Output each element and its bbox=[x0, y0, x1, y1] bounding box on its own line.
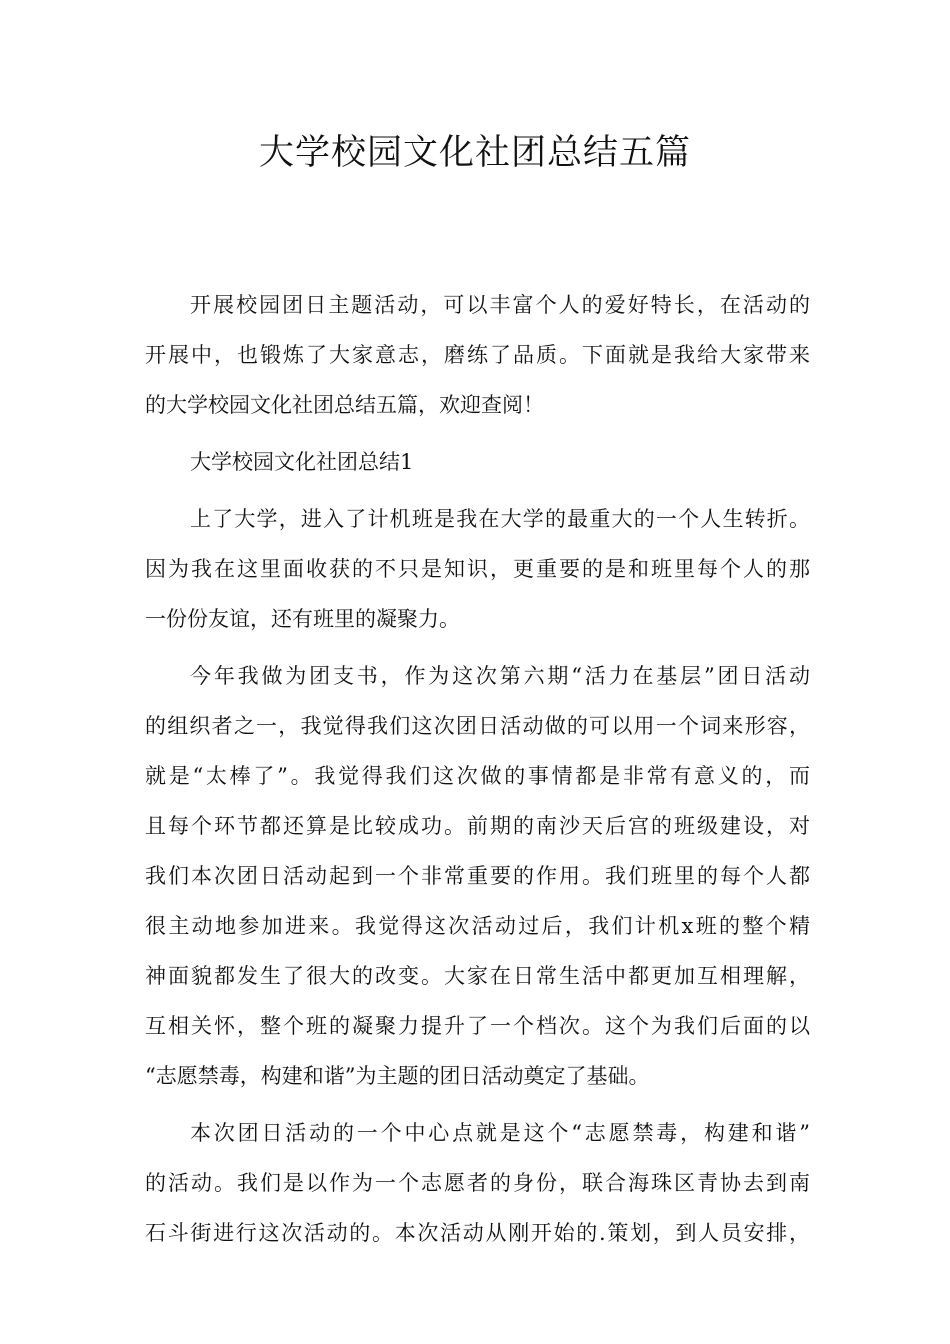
text-line: “志愿禁毒，构建和谐”为主题的团日活动奠定了基础。 bbox=[145, 1064, 650, 1088]
text-line: 开展中，也锻炼了大家意志，磨练了品质。下面就是我给大家带来 bbox=[145, 343, 810, 367]
text-line: 本次团日活动的一个中心点就是这个“志愿禁毒，构建和谐” bbox=[190, 1121, 810, 1145]
paragraph bbox=[145, 651, 810, 1101]
paragraph bbox=[145, 1108, 810, 1258]
text-line: 且每个环节都还算是比较成功。前期的南沙天后宫的班级建设，对 bbox=[145, 814, 810, 838]
section-heading bbox=[145, 437, 810, 487]
text-line: 的大学校园文化社团总结五篇，欢迎查阅！ bbox=[145, 393, 544, 417]
document-body bbox=[145, 280, 810, 1265]
text-line: 石斗街进行这次活动的。本次活动从刚开始的.策划，到人员安排， bbox=[145, 1221, 810, 1245]
text-line: 我们本次团日活动起到一个非常重要的作用。我们班里的每个人都 bbox=[145, 864, 810, 888]
paragraph bbox=[145, 494, 810, 644]
text-line: 的组织者之一，我觉得我们这次团日活动做的可以用一个词来形容， bbox=[145, 714, 810, 738]
text-line: 的活动。我们是以作为一个志愿者的身份，联合海珠区青协去到南 bbox=[145, 1171, 810, 1195]
text-line: 神面貌都发生了很大的改变。大家在日常生活中都更加互相理解， bbox=[145, 964, 810, 988]
text-line: 上了大学，进入了计机班是我在大学的最重大的一个人生转折。 bbox=[190, 507, 810, 531]
text-line: 就是“太棒了”。我觉得我们这次做的事情都是非常有意义的，而 bbox=[145, 764, 810, 788]
section-heading-text: 大学校园文化社团总结1 bbox=[190, 450, 414, 474]
paragraph-intro bbox=[145, 280, 810, 430]
document-title: 大学校园文化社团总结五篇 bbox=[258, 133, 691, 173]
text-line: 互相关怀，整个班的凝聚力提升了一个档次。这个为我们后面的以 bbox=[145, 1014, 810, 1038]
text-line: 因为我在这里面收获的不只是知识，更重要的是和班里每个人的那 bbox=[145, 557, 810, 581]
text-line: 开展校园团日主题活动，可以丰富个人的爱好特长，在活动的 bbox=[190, 293, 810, 317]
text-line: 很主动地参加进来。我觉得这次活动过后，我们计机x班的整个精 bbox=[145, 914, 810, 938]
text-line: 今年我做为团支书，作为这次第六期“活力在基层”团日活动 bbox=[190, 664, 810, 688]
text-line: 一份份友谊，还有班里的凝聚力。 bbox=[145, 607, 460, 631]
